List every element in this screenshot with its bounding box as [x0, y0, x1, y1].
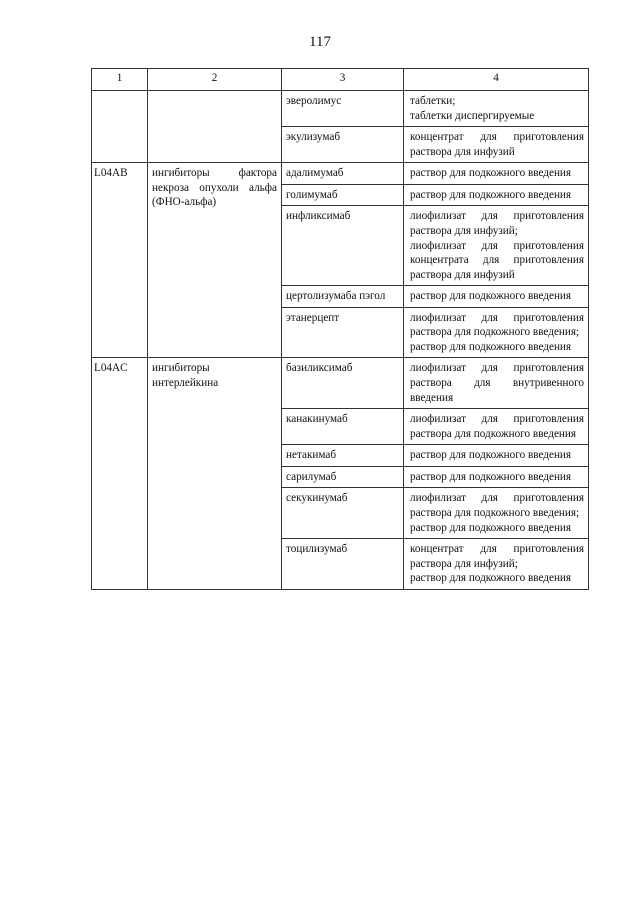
page-number: 117 [309, 34, 331, 50]
dosage-form-line: раствор для подкожного введения [410, 188, 572, 201]
dosage-form-cell [404, 409, 589, 445]
header-col-2: 2 [148, 69, 282, 91]
dosage-form-line: раствор для подкожного введения [410, 167, 572, 180]
atc-code-cell: L04AB [92, 163, 148, 358]
atc-code-cell [92, 91, 148, 163]
dosage-form-cell [404, 91, 589, 127]
dosage-form-line: лиофилизат для приготовления раствора для инфузий; [410, 210, 584, 237]
dosage-form-line: раствор для подкожного введения [410, 521, 572, 534]
dosage-form-cell [404, 163, 589, 185]
dosage-form-cell [404, 358, 589, 409]
table-row [92, 163, 589, 185]
drug-name-cell: базиликсимаб [282, 358, 404, 409]
dosage-form-line: раствор для подкожного введения [410, 449, 572, 462]
dosage-form-line: таблетки диспергируемые [410, 109, 535, 122]
dosage-form-cell [404, 127, 589, 163]
group-name-cell [148, 91, 282, 163]
dosage-form-line: лиофилизат для приготовления раствора для подкожного введения [410, 413, 584, 440]
dosage-form-cell [404, 206, 589, 286]
drug-name-cell: адалимумаб [282, 163, 404, 185]
table-row [92, 91, 589, 127]
dosage-form-line: концентрат для приготовления раствора для инфузий; [410, 543, 584, 570]
group-name-cell: ингибиторы интерлейкина [148, 358, 282, 589]
dosage-form-line: раствор для подкожного введения [410, 290, 572, 303]
drug-name-cell: инфликсимаб [282, 206, 404, 286]
dosage-form-line: таблетки; [410, 95, 456, 107]
drug-name-cell: голимумаб [282, 184, 404, 206]
header-col-3: 3 [282, 69, 404, 91]
dosage-form-line: лиофилизат для приготовления раствора для внутривенного введения [410, 362, 584, 404]
dosage-form-line: лиофилизат для приготовления раствора для подкожного введения; [410, 311, 584, 339]
drug-table [91, 68, 589, 590]
dosage-form-line: раствор для подкожного введения [410, 470, 572, 483]
dosage-form-cell [404, 307, 589, 358]
drug-name-cell: секукинумаб [282, 488, 404, 539]
table-row [92, 358, 589, 409]
dosage-form-cell [404, 488, 589, 539]
drug-name-cell: нетакимаб [282, 445, 404, 467]
table-body [92, 91, 589, 590]
drug-name-cell: цертолизумаба пэгол [282, 286, 404, 308]
drug-name-cell: сарилумаб [282, 466, 404, 488]
drug-name-cell: экулизумаб [282, 127, 404, 163]
dosage-form-line: раствор для подкожного введения [410, 340, 572, 353]
header-col-1: 1 [92, 69, 148, 91]
dosage-form-cell [404, 286, 589, 308]
dosage-form-cell [404, 539, 589, 590]
dosage-form-line: лиофилизат для приготовления раствора для подкожного введения; [410, 492, 584, 519]
dosage-form-cell [404, 466, 589, 488]
drug-name-cell: этанерцепт [282, 307, 404, 358]
group-name-cell: ингибиторы фактора некроза опухоли альфа (ФНО-альфа) [148, 163, 282, 358]
dosage-form-cell [404, 445, 589, 467]
header-col-4: 4 [404, 69, 589, 91]
dosage-form-line: раствор для подкожного введения [410, 572, 572, 585]
drug-name-cell: канакинумаб [282, 409, 404, 445]
table-header [92, 69, 589, 91]
dosage-form-cell [404, 184, 589, 206]
drug-name-cell: эверолимус [282, 91, 404, 127]
dosage-form-line: лиофилизат для приготовления концентрата для приготовления раствора для инфузий [410, 239, 584, 281]
drug-name-cell: тоцилизумаб [282, 539, 404, 590]
dosage-form-line: концентрат для приготовления раствора для инфузий [410, 131, 584, 158]
header-row [92, 69, 589, 91]
atc-code-cell: L04AC [92, 358, 148, 589]
